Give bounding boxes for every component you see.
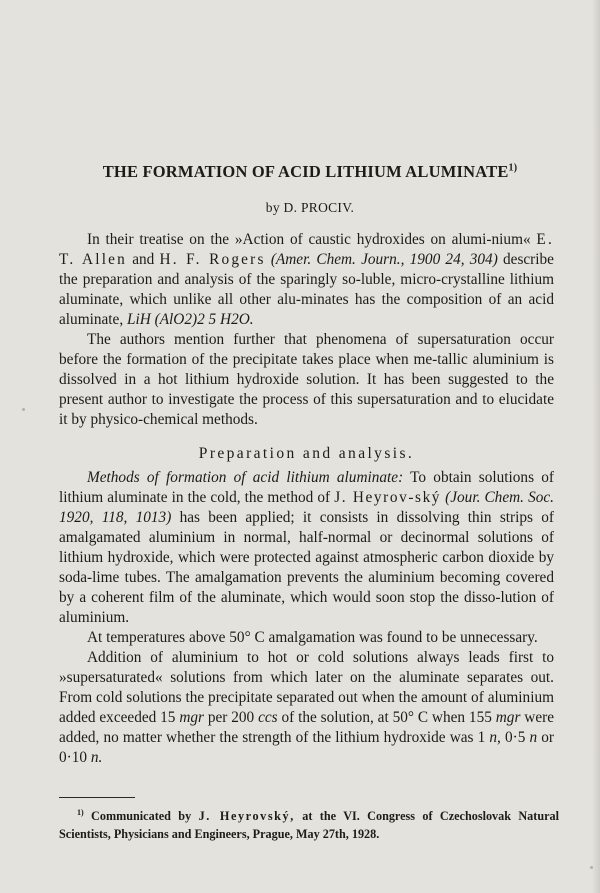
author-name: J. Heyrov-ský — [334, 489, 442, 506]
page-edge-shadow — [592, 0, 600, 893]
author-byline: by D. PROCIV. — [265, 200, 355, 215]
paragraph-addition: Addition of aluminium to hot or cold solutions always leads first to »supersaturated« solutions from which later on the aluminate separates out. From cold solutions the precipitate separated out when the amount of aluminium added exceeded 15 mgr per 200 ccs of the solution, at 50° C when 155 mgr were added, no matter whether the strength of the lithium hydroxide was 1 n, 0·5 n or 0·10 n. — [59, 649, 554, 766]
chemical-formula: LiH (AlO2)2 5 H2O. — [126, 311, 254, 328]
citation: (Amer. Chem. Journ., 1900 24, 304) — [265, 251, 498, 268]
paragraph-methods: Methods of formation of acid lithium aluminate: To obtain solutions of lithium aluminate in the cold, the method of J. Heyrov-ský (Jour. Chem. Soc. 1920, 118, 1013) has been applied; it consists in dissolving thin strips of amalgamated aluminium in normal, half-normal or decinormal solutions of lithium hydroxide, which were protected against atmospheric carbon dioxide by soda-lime tubes. The amalgamation prevents the aluminium becoming covered by a coherent film of the aluminate, which would soon stop the disso-lution of aluminium. — [59, 469, 555, 626]
paragraph-supersaturation: The authors mention further that phenomena of supersaturation occur before the formation of the precipitate takes place when me-tallic aluminium is dissolved in a hot lithium hydroxide solution. It has been suggested to the present author to investigate the process of this supersaturation and to elucidate it by physico-chemical methods. — [59, 331, 554, 428]
paragraph-intro: In their treatise on the »Action of caustic hydroxides on alumi-nium« E. T. Allen and H. F. Rogers (Amer. Chem. Journ., 1900 24, 304) describe the preparation and analysis of the sparingly so-luble, micro-crystalline lithium aluminate, which unlike all other alu-minates has the composition of an acid aluminate, LiH (AlO2)2 5 H2O. — [59, 231, 554, 328]
paper-speck — [22, 408, 25, 411]
methods-lead: Methods of formation of acid lithium aluminate: — [87, 469, 404, 486]
author-name: H. F. Rogers — [159, 251, 266, 268]
footnote: $^{1)}$ Communicated by J. Heyrovský, at the VI. Congress of Czechoslovak Natural Scientists, Physicians and Engineers, Prague, May 27th, 1928. — [59, 808, 560, 842]
paper-speck — [590, 866, 593, 869]
footnote-rule — [59, 797, 135, 798]
section-heading: Preparation and analysis. — [198, 445, 415, 462]
article-title-text: THE FORMATION OF ACID LITHIUM ALUMINATE — [102, 162, 509, 181]
author-name: J. Heyrovský, — [198, 809, 295, 824]
title-footnote-marker: 1) — [508, 162, 518, 174]
article-title — [60, 162, 560, 182]
citation: (Jour. Chem. Soc. 1920, 118, 1013) — [59, 489, 554, 526]
article-body — [59, 230, 554, 768]
paragraph-temperature: At temperatures above 50° C amalgamation was found to be unnecessary. — [87, 629, 538, 646]
author-name: E. T. Allen — [59, 231, 554, 268]
footnote-marker: 1) — [77, 808, 84, 817]
